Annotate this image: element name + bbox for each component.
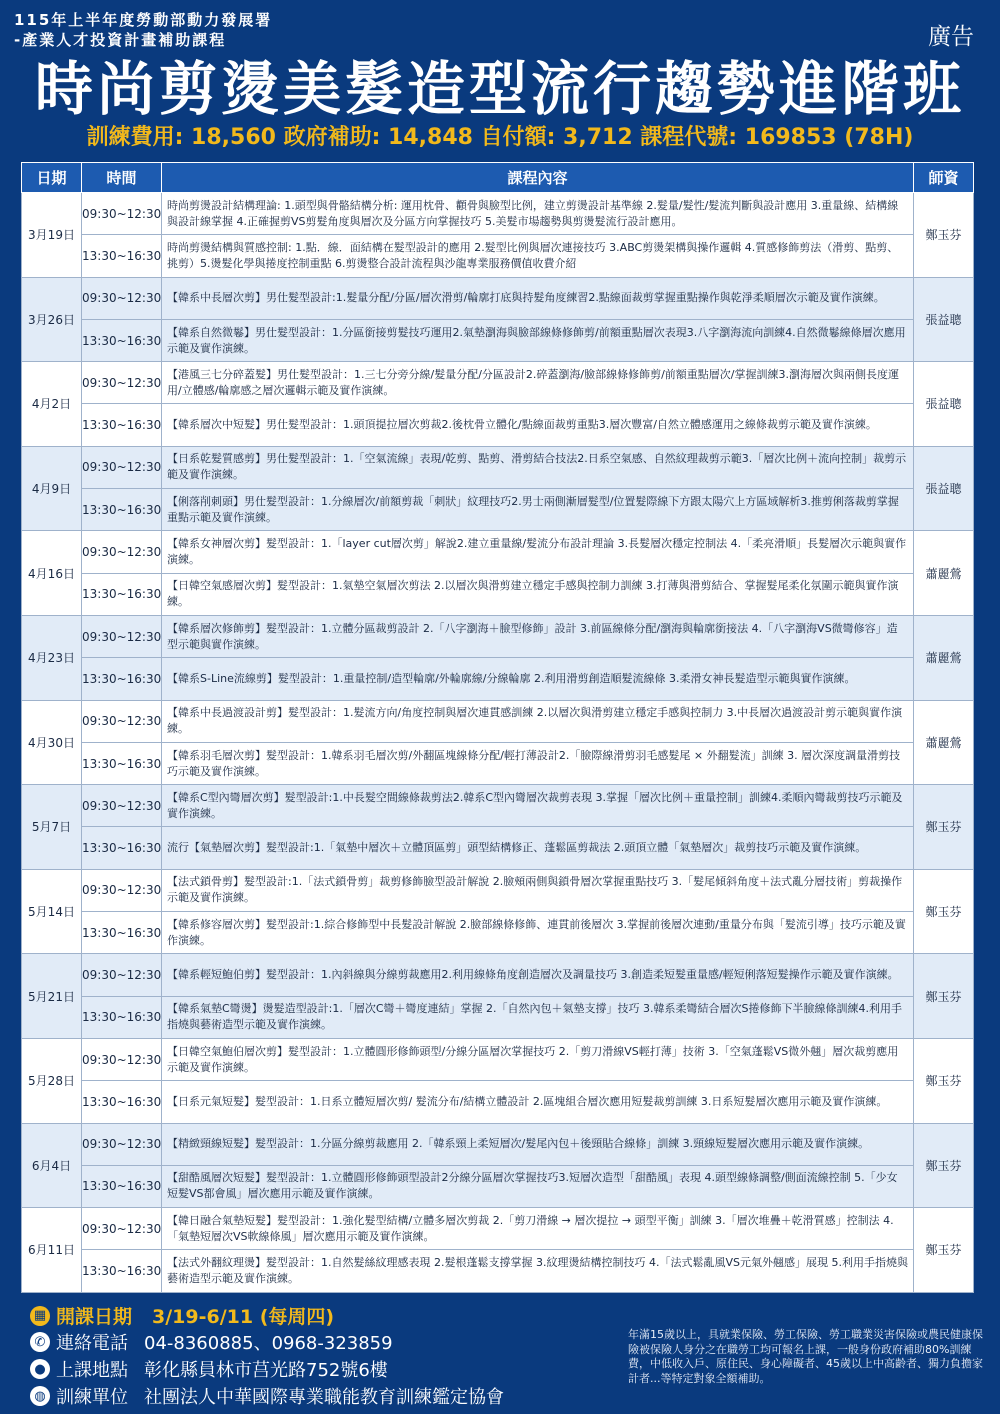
session-date: 4月9日	[22, 446, 82, 531]
session-time: 09:30~12:30	[82, 785, 162, 827]
eligibility-note: 年滿15歲以上，具就業保險、勞工保險、勞工職業災害保險或農民健康保險被保險人身分之在職勞工均可報名上課，一般身份政府補助80%訓練費，中低收入戶、原住民、身心障礙者、45歲以上中高齡者、獨力負擔家計者...等特定對象全額補助。	[628, 1328, 983, 1385]
location-row	[30, 1356, 388, 1382]
page-title: 時尚剪燙美髮造型流行趨勢進階班	[34, 55, 965, 123]
session-time: 13:30~16:30	[82, 404, 162, 446]
session-group	[22, 193, 974, 278]
session-date: 4月2日	[22, 362, 82, 447]
phone-row	[30, 1329, 393, 1355]
session-time: 09:30~12:30	[82, 277, 162, 319]
session-content: 【日韓空氣感層次剪】髮型設計：1.氣墊空氣層次剪法 2.以層次與滑剪建立穩定手感與控制力訓練 3.打薄與滑剪結合、掌握髮尾柔化氛圍示範與實作演練。	[162, 573, 914, 615]
open-date-value: 3/19-6/11 (每周四)	[152, 1306, 335, 1328]
schedule-table-wrap	[21, 162, 973, 1293]
session-content: 【法式鎖骨剪】髮型設計:1.「法式鎖骨剪」裁剪修飾臉型設計解說 2.臉頰兩側與鎖骨層次掌握重點技巧 3.「髮尾傾斜角度＋法式亂分層技術」剪裁操作示範及實作演練。	[162, 869, 914, 911]
session-group	[22, 1123, 974, 1208]
table-row	[22, 1250, 974, 1292]
session-time: 13:30~16:30	[82, 489, 162, 531]
session-content: 【韓系氣墊C彎燙】燙髮造型設計:1.「層次C彎＋彎度連結」掌握 2.「自然內包＋氣墊支撐」技巧 3.韓系柔彎結合層次S捲修飾下半臉線條訓練4.利用手指燒與藝術造型示範及實作演練。	[162, 996, 914, 1038]
table-row	[22, 700, 974, 742]
globe-icon: ◍	[30, 1386, 50, 1406]
pretitle-line2: -產業人才投資計畫補助課程	[14, 31, 227, 49]
session-teacher: 張益聰	[914, 277, 974, 362]
session-content: 時尚剪燙結構與質感控制: 1.點．線．面結構在髮型設計的應用 2.髮型比例與層次連接技巧 3.ABC剪燙架構與操作邏輯 4.質感修飾剪法（滑剪、點剪、挑剪）5.燙髮化學與捲度控制重點 6.剪燙整合設計流程與沙龍專業服務價值收費介紹	[162, 235, 914, 277]
session-content: 【韓系C型內彎層次剪】髮型設計:1.中長髮空間線條裁剪法2.韓系C型內彎層次裁剪表現 3.掌握「層次比例＋重量控制」訓練4.柔順內彎裁剪技巧示範及實作演練。	[162, 785, 914, 827]
session-teacher: 蕭麗鶯	[914, 531, 974, 616]
session-group	[22, 446, 974, 531]
session-time: 13:30~16:30	[82, 1165, 162, 1207]
session-time: 09:30~12:30	[82, 1208, 162, 1250]
session-time: 09:30~12:30	[82, 954, 162, 996]
ad-label: 廣告	[928, 24, 974, 50]
session-group	[22, 362, 974, 447]
table-row	[22, 1165, 974, 1207]
session-content: 【韓系修容層次剪】髮型設計:1.綜合修飾型中長髮設計解說 2.臉部線條修飾、連貫前後層次 3.掌握前後層次連動/重量分布與「髮流引導」技巧示範及實作演練。	[162, 912, 914, 954]
session-time: 13:30~16:30	[82, 996, 162, 1038]
session-time: 09:30~12:30	[82, 615, 162, 657]
calendar-icon: ▦	[30, 1306, 50, 1326]
session-content: 【韓系層次中短髮】男仕髮型設計：1.頭頂提拉層次剪裁2.後枕骨立體化/點線面裁剪重點3.層次豐富/自然立體感運用之線條裁剪示範及實作演練。	[162, 404, 914, 446]
session-time: 13:30~16:30	[82, 319, 162, 361]
session-content: 【日系乾髮質感剪】男仕髮型設計：1.「空氣流線」表現/乾剪、點剪、滑剪結合技法2.日系空氣感、自然紋理裁剪示範3.「層次比例＋流向控制」裁剪示範及實作演練。	[162, 446, 914, 488]
col-header-teacher: 師資	[914, 163, 974, 193]
open-date-label: 開課日期	[56, 1306, 133, 1328]
session-date: 6月4日	[22, 1123, 82, 1208]
col-header-content: 課程內容	[162, 163, 914, 193]
session-date: 4月16日	[22, 531, 82, 616]
table-row	[22, 954, 974, 996]
session-teacher: 蕭麗鶯	[914, 615, 974, 700]
table-row	[22, 193, 974, 235]
session-content: 流行【氣墊層次剪】髮型設計:1.「氣墊中層次＋立體頂區剪」頭型結構修正、蓬鬆區剪裁法 2.頭頂立體「氣墊層次」裁剪技巧示範及實作演練。	[162, 827, 914, 869]
session-date: 5月28日	[22, 1038, 82, 1123]
location-label: 上課地點	[56, 1360, 128, 1381]
table-row	[22, 531, 974, 573]
table-row	[22, 1208, 974, 1250]
table-row	[22, 489, 974, 531]
session-content: 【韓系中長過渡設計剪】髮型設計：1.髮流方向/角度控制與層次連貫感訓練 2.以層次與滑剪建立穩定手感與控制力 3.中長層次過渡設計剪示範與實作演練。	[162, 700, 914, 742]
fees-line: 訓練費用: 18,560 政府補助: 14,848 自付額: 3,712 課程代號: 169853 (78H)	[86, 125, 914, 150]
session-content: 【甜酷風層次短髮】髮型設計：1.立體圓形修飾頭型設計2分線分區層次掌握技巧3.短層次造型「甜酷風」表現 4.頭型線條調整/側面流線控制 5.「少女短髮VS都會風」層次應用示範及實作演練。	[162, 1165, 914, 1207]
phone-icon: ✆	[30, 1332, 50, 1352]
session-content: 時尚剪燙設計結構理論: 1.頭型與骨骼結構分析: 運用枕骨、顴骨與臉型比例，建立剪燙設計基準線 2.髮量/髮性/髮流判斷與設計應用 3.重量線、結構線與設計線掌握 4.正確握剪VS剪髮角度與層次及分區方向掌握技巧 5.美髮市場趨勢與剪燙髮流行設計應用。	[162, 193, 914, 235]
table-row	[22, 742, 974, 784]
session-content: 【精緻頸線短髮】髮型設計：1.分區分線剪裁應用 2.「韓系頸上柔短層次/髮尾內包＋後頸貼合線條」訓練 3.頸線短髮層次應用示範及實作演練。	[162, 1123, 914, 1165]
session-time: 13:30~16:30	[82, 1081, 162, 1123]
session-content: 【韓系羽毛層次剪】髮型設計：1.韓系羽毛層次剪/外翻區塊線條分配/輕打薄設計2.「臉際線滑剪羽毛感髮尾 × 外翻髮流」訓練 3. 層次深度調量滑剪技巧示範及實作演練。	[162, 742, 914, 784]
session-teacher: 鄭玉芬	[914, 193, 974, 278]
session-content: 【韓系中長層次剪】男仕髮型設計:1.髮量分配/分區/層次滑剪/輪廓打底與持髮角度練習2.點線面裁剪掌握重點操作與乾淨柔順層次示範及實作演練。	[162, 277, 914, 319]
session-date: 3月19日	[22, 193, 82, 278]
session-date: 5月21日	[22, 954, 82, 1039]
session-time: 09:30~12:30	[82, 1038, 162, 1080]
phone-label: 連絡電話	[56, 1333, 128, 1354]
session-group	[22, 700, 974, 785]
session-time: 13:30~16:30	[82, 742, 162, 784]
location-value: 彰化縣員林市莒光路752號6樓	[144, 1360, 388, 1381]
session-content: 【韓日融合氣墊短髮】髮型設計：1.強化髮型結構/立體多層次剪裁 2.「剪刀滑線 → 層次提拉 → 頭型平衡」訓練 3.「層次堆疊＋乾滑質感」控制法 4.「氣墊短層次VS軟線條風」層次應用示範及實作演練。	[162, 1208, 914, 1250]
table-row	[22, 319, 974, 361]
session-date: 6月11日	[22, 1208, 82, 1293]
table-row	[22, 362, 974, 404]
table-row	[22, 1081, 974, 1123]
footer	[0, 1298, 1000, 1414]
session-group	[22, 1038, 974, 1123]
col-header-date: 日期	[22, 163, 82, 193]
session-group	[22, 785, 974, 870]
org-row	[30, 1383, 504, 1409]
table-row	[22, 277, 974, 319]
session-teacher: 鄭玉芬	[914, 1123, 974, 1208]
session-group	[22, 954, 974, 1039]
pretitle-line1: 115年上半年度勞動部動力發展署	[14, 11, 273, 29]
session-teacher: 鄭玉芬	[914, 869, 974, 954]
session-content: 【日韓空氣鮑伯層次剪】髮型設計：1.立體圓形修飾頭型/分線分區層次掌握技巧 2.「剪刀滑線VS輕打薄」技術 3.「空氣蓬鬆VS微外翹」層次裁剪應用示範及實作演練。	[162, 1038, 914, 1080]
session-group	[22, 615, 974, 700]
session-date: 4月30日	[22, 700, 82, 785]
session-date: 5月7日	[22, 785, 82, 870]
location-pin-icon: ●	[30, 1359, 50, 1379]
table-row	[22, 869, 974, 911]
session-date: 5月14日	[22, 869, 82, 954]
table-header-row	[22, 163, 974, 193]
session-content: 【韓系輕短鮑伯剪】髮型設計：1.內斜線與分線剪裁應用2.利用線條角度創造層次及調量技巧 3.創造柔短髮重量感/輕短俐落短髮操作示範及實作演練。	[162, 954, 914, 996]
session-date: 4月23日	[22, 615, 82, 700]
open-date-row	[30, 1302, 334, 1329]
col-header-time: 時間	[82, 163, 162, 193]
session-content: 【韓系層次修飾剪】髮型設計：1.立體分區裁剪設計 2.「八字瀏海＋臉型修飾」設計 3.前區線條分配/瀏海與輪廓銜接法 4.「八字瀏海VS微彎修容」造型示範與實作演練。	[162, 615, 914, 657]
session-time: 09:30~12:30	[82, 531, 162, 573]
table-row	[22, 615, 974, 657]
session-time: 13:30~16:30	[82, 573, 162, 615]
session-content: 【俐落削刺頭】男仕髮型設計：1.分線層次/前額剪裁「刺狀」紋理技巧2.男士兩側漸層髮型/位置髮際線下方跟太陽穴上方區域解析3.推剪俐落裁剪掌握重點示範及實作演練。	[162, 489, 914, 531]
session-time: 13:30~16:30	[82, 658, 162, 700]
session-time: 09:30~12:30	[82, 1123, 162, 1165]
session-teacher: 蕭麗鶯	[914, 700, 974, 785]
session-group	[22, 531, 974, 616]
session-teacher: 鄭玉芬	[914, 1208, 974, 1293]
table-row	[22, 996, 974, 1038]
schedule-table	[21, 162, 974, 1293]
table-row	[22, 785, 974, 827]
session-time: 09:30~12:30	[82, 193, 162, 235]
phone-value: 04-8360885、0968-323859	[144, 1333, 393, 1354]
table-row	[22, 235, 974, 277]
org-label: 訓練單位	[56, 1387, 128, 1408]
table-row	[22, 912, 974, 954]
pretitle	[14, 10, 272, 50]
session-time: 13:30~16:30	[82, 912, 162, 954]
session-time: 13:30~16:30	[82, 235, 162, 277]
session-time: 13:30~16:30	[82, 827, 162, 869]
table-row	[22, 1123, 974, 1165]
session-content: 【港風三七分碎蓋髮】男仕髮型設計：1.三七分旁分線/髮量分配/分區設計2.碎蓋瀏海/臉部線條修飾剪/前額重點層次/掌握訓練3.瀏海層次與兩側長度運用/立體感/輪廓感之層次邏輯示範及實作演練。	[162, 362, 914, 404]
table-row	[22, 573, 974, 615]
table-row	[22, 404, 974, 446]
session-teacher: 鄭玉芬	[914, 954, 974, 1039]
session-date: 3月26日	[22, 277, 82, 362]
header	[0, 0, 1000, 160]
session-content: 【韓系S-Line流線剪】髮型設計：1.重量控制/造型輪廓/外輪廓線/分線輪廓 2.利用滑剪創造順髮流線條 3.柔滑女神長髮造型示範與實作演練。	[162, 658, 914, 700]
session-group	[22, 277, 974, 362]
session-teacher: 鄭玉芬	[914, 1038, 974, 1123]
session-content: 【法式外翻紋理燙】髮型設計：1.自然髮絲紋理感表現 2.髮根蓬鬆支撐掌握 3.紋理燙結構控制技巧 4.「法式鬆亂風VS元氣外翹感」展現 5.利用手指燒與藝術造型示範及實作演練。	[162, 1250, 914, 1292]
table-row	[22, 827, 974, 869]
session-content: 【韓系女神層次剪】髮型設計：1.「layer cut層次剪」解說2.建立重量線/髮流分布設計理論 3.長髮層次穩定控制法 4.「柔亮滑順」長髮層次示範與實作演練。	[162, 531, 914, 573]
org-value: 社團法人中華國際專業職能教育訓練鑑定協會	[144, 1387, 504, 1408]
session-time: 09:30~12:30	[82, 700, 162, 742]
session-content: 【韓系自然微鬈】男仕髮型設計：1.分區銜接剪髮技巧運用2.氣墊瀏海與臉部線條修飾剪/前額重點層次表現3.八字瀏海流向訓練4.自然微鬈線條層次應用示範及實作演練。	[162, 319, 914, 361]
session-teacher: 張益聰	[914, 446, 974, 531]
session-group	[22, 1208, 974, 1293]
session-time: 13:30~16:30	[82, 1250, 162, 1292]
session-content: 【日系元氣短髮】髮型設計：1.日系立體短層次剪/ 髮流分布/結構立體設計 2.區塊組合層次應用短髮裁剪訓練 3.日系短髮層次應用示範及實作演練。	[162, 1081, 914, 1123]
table-row	[22, 658, 974, 700]
session-group	[22, 869, 974, 954]
session-teacher: 張益聰	[914, 362, 974, 447]
table-row	[22, 1038, 974, 1080]
session-time: 09:30~12:30	[82, 869, 162, 911]
table-row	[22, 446, 974, 488]
session-time: 09:30~12:30	[82, 446, 162, 488]
session-time: 09:30~12:30	[82, 362, 162, 404]
session-teacher: 鄭玉芬	[914, 785, 974, 870]
